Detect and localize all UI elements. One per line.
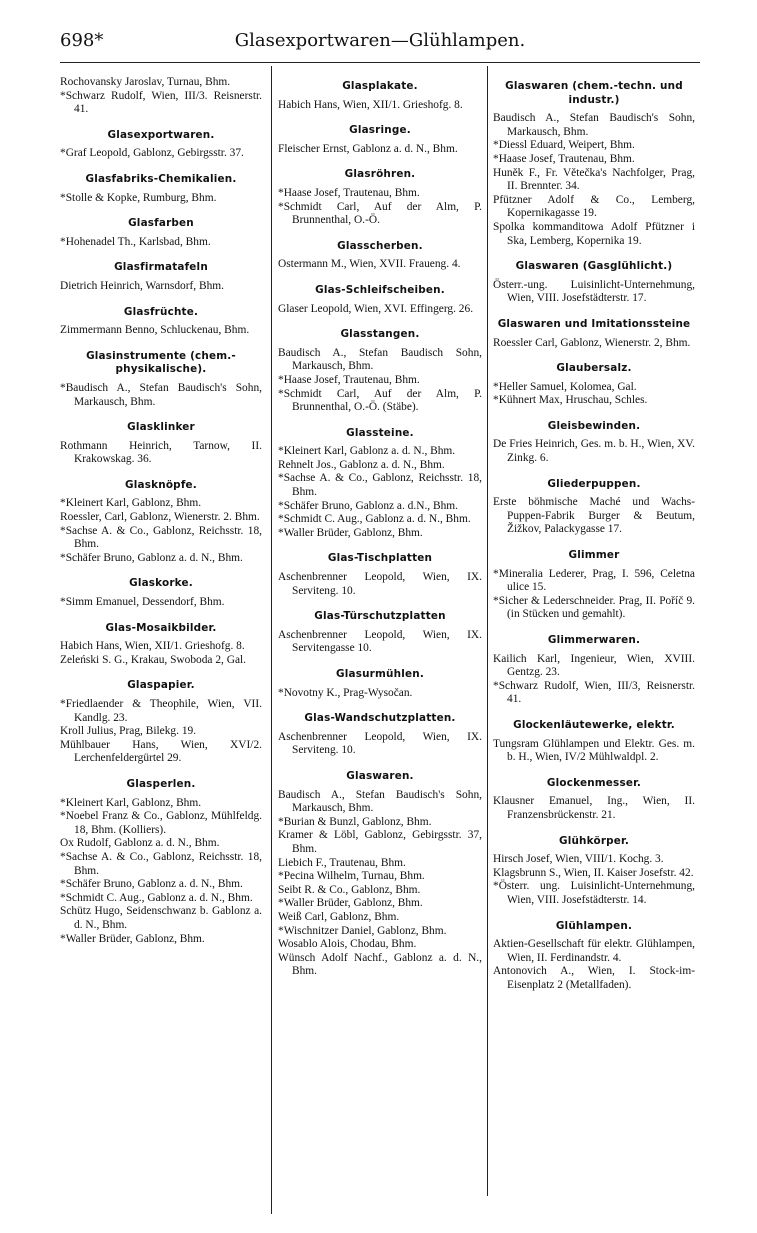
section-heading: Glaubersalz.: [556, 362, 632, 375]
page-number: 698*: [60, 30, 104, 51]
directory-entry: Klagsbrunn S., Wien, II. Kaiser Josefstr. 42.: [493, 866, 694, 879]
directory-entry: *Kleinert Karl, Gablonz, Bhm.: [60, 796, 202, 809]
directory-entry: *Noebel Franz & Co., Gablonz, Mühlfeldg. 18, Bhm. (Kolliers).: [60, 810, 262, 836]
section-heading: Glasstangen.: [340, 328, 420, 341]
directory-entry: Ox Rudolf, Gablonz a. d. N., Bhm.: [60, 837, 220, 850]
section-heading: Glockenmesser.: [546, 776, 642, 789]
directory-entry: *Friedlaender & Theophile, Wien, VII. Kandlg. 23.: [60, 698, 262, 724]
directory-entry: Glaser Leopold, Wien, XVI. Effingerg. 26.: [278, 302, 474, 315]
directory-entry: Roessler, Carl, Gablonz, Wienerstr. 2. Bhm.: [60, 511, 260, 524]
directory-entry: Ostermann M., Wien, XVII. Fraueng. 4.: [278, 258, 461, 271]
section-heading: Glasinstrumente (chem.-physikalische).: [86, 349, 236, 376]
directory-entry: *Schäfer Bruno, Gablonz a. d.N., Bhm.: [278, 499, 458, 512]
directory-entry: *Kühnert Max, Hruschau, Schles.: [493, 394, 648, 407]
section-heading: Glasfirmatafeln: [114, 261, 208, 274]
section-heading: Glassteine.: [346, 426, 414, 439]
directory-entry: Wünsch Adolf Nachf., Gablonz a. d. N., Bhm.: [278, 951, 482, 978]
directory-entry: Kramer & Löbl, Gablonz, Gebirgsstr. 37, Bhm.: [278, 829, 482, 855]
directory-entry: Spolka kommanditowa Adolf Pfützner i Ska, Lemberg, Kopernika 19.: [493, 220, 695, 247]
column-3: [493, 76, 695, 992]
directory-entry: Klausner Emanuel, Ing., Wien, II. Franzensbrückenstr. 21.: [493, 795, 695, 821]
header-rule: [60, 62, 700, 63]
section-heading: Glaskorke.: [129, 577, 193, 590]
section-heading: Glasknöpfe.: [125, 478, 197, 491]
section-heading: Glasplakate.: [342, 80, 418, 92]
column-1: [60, 76, 262, 946]
directory-entry: *Stolle & Kopke, Rumburg, Bhm.: [60, 191, 217, 204]
directory-entry: *Pecina Wilhelm, Turnau, Bhm.: [278, 870, 425, 883]
directory-entry: Baudisch A., Stefan Baudisch Sohn, Markausch, Bhm.: [278, 346, 482, 373]
directory-entry: Aschenbrenner Leopold, Wien, IX. Serviteng. 10.: [278, 730, 482, 757]
section-heading: Glaswaren (chem.-techn. und industr.): [505, 80, 683, 106]
section-heading: Glockenläutewerke, elektr.: [513, 718, 675, 731]
section-heading: Glas-Schleifscheiben.: [315, 283, 445, 296]
section-heading: Glas-Wandschutzplatten.: [304, 712, 456, 725]
directory-entry: Aschenbrenner Leopold, Wien, IX. Serviteng. 10.: [278, 571, 482, 597]
directory-entry: *Österr. ung. Luisinlicht-Unternehmung, Wien, VIII. Josefstädterstr. 14.: [493, 880, 695, 906]
directory-entry: Zeleński S. G., Krakau, Swoboda 2, Gal.: [60, 653, 247, 666]
directory-entry: *Kleinert Karl, Gablonz, Bhm.: [60, 497, 202, 510]
directory-entry: *Baudisch A., Stefan Baudisch's Sohn, Markausch, Bhm.: [60, 381, 262, 408]
directory-entry: *Heller Samuel, Kolomea, Gal.: [493, 380, 637, 393]
directory-entry: Tungsram Glühlampen und Elektr. Ges. m. b. H., Wien, IV/2 Mühlwaldpl. 2.: [493, 737, 695, 764]
directory-entry: *Schmidt C. Aug., Gablonz a. d. N., Bhm.: [278, 513, 471, 526]
directory-entry: Habich Hans, Wien, XII/1. Grieshofg. 8.: [60, 640, 245, 653]
section-heading: Glasurmühlen.: [336, 668, 424, 680]
directory-entry: Roessler Carl, Gablonz, Wienerstr. 2, Bhm.: [493, 336, 691, 349]
directory-entry: Habich Hans, Wien, XII/1. Grieshofg. 8.: [278, 98, 463, 111]
directory-entry: Antonovich A., Wien, I. Stock-im-Eisenplatz 2 (Metallfaden).: [493, 965, 695, 991]
section-heading: Glühlampen.: [555, 919, 633, 932]
directory-entry: *Sachse A. & Co., Gablonz, Reichsstr. 18, Bhm.: [278, 472, 482, 499]
directory-entry: *Schwarz Rudolf, Wien, III/3. Reisnerstr. 41.: [60, 89, 262, 116]
column-divider-1: [271, 66, 272, 1214]
directory-entry: *Sachse A. & Co., Gablonz, Reichsstr. 18, Bhm.: [60, 850, 262, 877]
directory-entry: *Simm Emanuel, Dessendorf, Bhm.: [60, 596, 225, 609]
section-heading: Glaswaren (Gasglühlicht.): [515, 260, 673, 273]
directory-entry: *Haase Josef, Trautenau, Bhm.: [278, 186, 420, 199]
directory-entry: *Burian & Bunzl, Gablonz, Bhm.: [278, 815, 432, 828]
page-header: [60, 30, 700, 60]
section-heading: Glasklinker: [127, 421, 195, 434]
directory-entry: *Diessl Eduard, Weipert, Bhm.: [493, 139, 635, 152]
directory-entry: *Graf Leopold, Gablonz, Gebirgsstr. 37.: [60, 147, 244, 160]
page-title: Glasexportwaren—Glühlampen.: [234, 30, 526, 51]
directory-entry: *Mineralia Lederer, Prag, I. 596, Celetna ulice 15.: [493, 567, 695, 594]
directory-entry: Wosablo Alois, Chodau, Bhm.: [278, 938, 417, 951]
directory-entry: Liebich F., Trautenau, Bhm.: [278, 856, 406, 869]
directory-entry: *Schwarz Rudolf, Wien, III/3, Reisnerstr. 41.: [493, 679, 695, 706]
directory-entry: Rothmann Heinrich, Tarnow, II. Krakowskag. 36.: [60, 439, 262, 466]
section-heading: Glasfrüchte.: [123, 305, 199, 318]
directory-entry: *Haase Josef, Trautenau, Bhm.: [278, 373, 420, 386]
section-heading: Glimmerwaren.: [547, 634, 641, 646]
directory-entry: Pfützner Adolf & Co., Lemberg, Kopernikagasse 19.: [493, 193, 695, 220]
directory-entry: Baudisch A., Stefan Baudisch's Sohn, Markausch, Bhm.: [493, 112, 695, 138]
directory-entry: *Sachse A. & Co., Gablonz, Reichsstr. 18, Bhm.: [60, 524, 262, 551]
section-heading: Glaspapier.: [127, 679, 195, 692]
section-heading: Glasscherben.: [337, 239, 423, 252]
section-heading: Glimmer: [568, 549, 620, 562]
section-heading: Gleisbewinden.: [547, 419, 641, 432]
directory-entry: Fleischer Ernst, Gablonz a. d. N., Bhm.: [278, 142, 458, 155]
directory-entry: *Hohenadel Th., Karlsbad, Bhm.: [60, 235, 211, 248]
section-heading: Glaswaren.: [346, 769, 414, 782]
directory-entry: Zimmermann Benno, Schluckenau, Bhm.: [60, 324, 250, 337]
section-heading: Glasringe.: [349, 124, 411, 137]
directory-entry: Huněk F., Fr. Větečka's Nachfolger, Prag, II. Brenntег. 34.: [493, 166, 695, 193]
column-2: [278, 76, 482, 979]
directory-entry: *Waller Brüder, Gablonz, Bhm.: [278, 526, 423, 539]
directory-entry: *Schmidt Carl, Auf der Alm, P. Brunnenthal, O.-Ö.: [278, 200, 482, 227]
directory-entry: Aktien-Gesellschaft für elektr. Glühlampen, Wien, II. Ferdinandstr. 4.: [493, 938, 695, 964]
directory-entry: *Waller Brüder, Gablonz, Bhm.: [60, 932, 205, 945]
directory-entry: Aschenbrenner Leopold, Wien, IX. Servitengasse 10.: [278, 628, 482, 655]
section-heading: Glasfabriks-Chemikalien.: [85, 172, 237, 185]
section-heading: Gliederpuppen.: [547, 477, 641, 490]
directory-entry: Rehnelt Jos., Gablonz a. d. N., Bhm.: [278, 458, 445, 471]
directory-entry: Mühlbauer Hans, Wien, XVI/2. Lerchenfeldergürtel 29.: [60, 738, 262, 765]
directory-entry: Hirsch Josef, Wien, VIII/1. Kochg. 3.: [493, 853, 664, 866]
section-heading: Glas-Mosaikbilder.: [105, 621, 217, 634]
directory-entry: Erste böhmische Maché und Wachs-Puppen-Fabrik Burger & Beutum, Žižkov, Palackygasse 17.: [493, 496, 695, 536]
directory-entry: *Kleinert Karl, Gablonz a. d. N., Bhm.: [278, 445, 456, 458]
directory-entry: Baudisch A., Stefan Baudisch's Sohn, Markausch, Bhm.: [278, 788, 482, 815]
directory-entry: *Schmidt Carl, Auf der Alm, P. Brunnenthal, O.-Ö. (Stäbe).: [278, 387, 482, 414]
directory-entry: *Novotny K., Prag-Wysočan.: [278, 686, 413, 699]
directory-entry: Kailich Karl, Ingenieur, Wien, XVIII. Gentzg. 23.: [493, 652, 695, 679]
directory-entry: Österr.-ung. Luisinlicht-Unternehmung, Wien, VIII. Josefstädterstr. 17.: [493, 278, 695, 305]
directory-entry: Rochovansky Jaroslav, Turnau, Bhm.: [60, 76, 231, 88]
directory-entry: Schütz Hugo, Seidenschwanz b. Gablonz a. d. N., Bhm.: [60, 905, 262, 931]
section-heading: Glasfarben: [128, 217, 194, 230]
directory-entry: *Sicher & Lederschneider. Prag, II. Poříč 9. (in Stücken und gemahlt).: [493, 594, 695, 621]
section-heading: Glühkörper.: [558, 834, 630, 847]
directory-entry: De Fries Heinrich, Ges. m. b. H., Wien, XV. Zinkg. 6.: [493, 438, 695, 465]
directory-entry: *Schäfer Bruno, Gablonz a. d. N., Bhm.: [60, 551, 243, 564]
directory-entry: Seibt R. & Co., Gablonz, Bhm.: [278, 883, 421, 896]
directory-entry: *Haase Josef, Trautenau, Bhm.: [493, 152, 635, 165]
section-heading: Glasperlen.: [126, 777, 196, 790]
directory-entry: *Schmidt C. Aug., Gablonz a. d. N., Bhm.: [60, 891, 253, 904]
directory-entry: *Wischnitzer Daniel, Gablonz, Bhm.: [278, 924, 447, 937]
directory-entry: *Waller Brüder, Gablonz, Bhm.: [278, 897, 423, 910]
column-divider-2: [487, 66, 488, 1196]
section-heading: Glas-Tischplatten: [327, 552, 433, 565]
directory-entry: Dietrich Heinrich, Warnsdorf, Bhm.: [60, 279, 224, 292]
section-heading: Glas-Türschutzplatten: [314, 610, 446, 623]
directory-entry: Weiß Carl, Gablonz, Bhm.: [278, 910, 400, 923]
section-heading: Glasexportwaren.: [107, 128, 215, 141]
section-heading: Glasröhren.: [344, 168, 416, 181]
directory-entry: *Schäfer Bruno, Gablonz a. d. N., Bhm.: [60, 878, 243, 891]
section-heading: Glaswaren und Imitationssteine: [497, 317, 691, 330]
directory-entry: Kroll Julius, Prag, Bilekg. 19.: [60, 725, 197, 738]
